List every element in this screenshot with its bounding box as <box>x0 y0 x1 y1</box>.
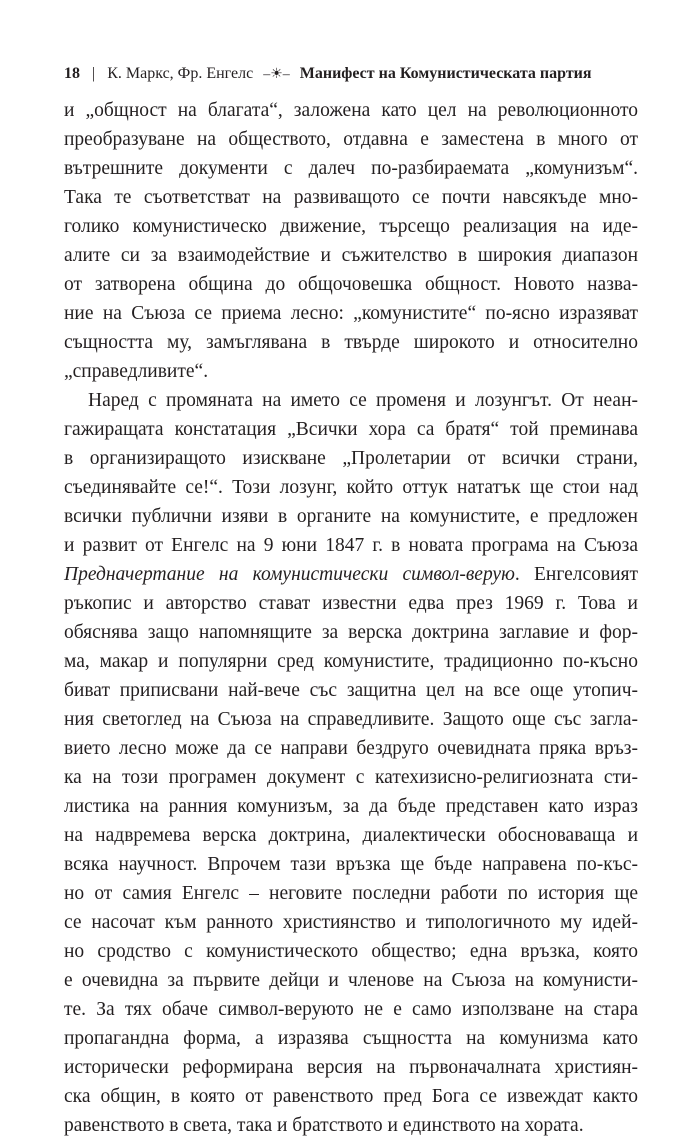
text-line: ска общин, в която от равенството пред Бога се извеждат както <box>64 1086 638 1107</box>
paragraph-first-line: Наред с промяната на името се променя и лозунгът. От неан- <box>88 390 638 411</box>
text-line: от затворена община до общочовешка общност. Новото назва- <box>64 274 638 295</box>
text-line: и „общност на благата“, заложена като цел на революционното <box>64 100 638 121</box>
text-line: биват приписвани най-вече със защитна цел на все още утопич- <box>64 680 638 701</box>
italic-work-title: Предначертание на комунистически символ-верую <box>64 564 515 585</box>
text-line: всички публични изяви в органите на комунистите, е предложен <box>64 506 638 527</box>
header-book-title: Манифест на Комунистическата партия <box>299 65 592 82</box>
sun-ornament-icon: –☀– <box>263 67 290 82</box>
text-line: голико комунистическо движение, търсещо реализация на иде- <box>64 216 638 237</box>
text-line: но сродство с комунистическото общество; една връзка, която <box>64 941 638 962</box>
text-line: вието лесно може да се направи бездруго очевидната пряка връз- <box>64 738 638 759</box>
running-header <box>64 64 644 85</box>
text-line: обяснява защо напомнящите за верска доктрина заглавие и фор- <box>64 622 638 643</box>
text-line: равенството в света, така и братството и единството на хората. <box>64 1115 584 1136</box>
text-line: всяка научност. Впрочем тази връзка ще бъде направена по-къс- <box>64 854 638 875</box>
text-line: преобразуване на обществото, отдавна е заместена в много от <box>64 129 638 150</box>
text-line: ние на Съюза се приема лесно: „комунистите“ по-ясно изразяват <box>64 303 638 324</box>
text-line: същността му, замъглявана в твърде широкото и относително <box>64 332 638 353</box>
text-line: и развит от Енгелс на 9 юни 1847 г. в новата програма на Съюза <box>64 535 638 556</box>
text-line: ка на този програмен документ с катехизисно-религиозната сти- <box>64 767 638 788</box>
text-line: Така те съответстват на развиващото се почти навсякъде мно- <box>64 187 638 208</box>
text-line: но от самия Енгелс – неговите последни работи по история ще <box>64 883 638 904</box>
text-line: съединявайте се!“. Този лозунг, който оттук нататък ще стои над <box>64 477 638 498</box>
text-line: в организиращото изискване „Пролетарии от всички страни, <box>64 448 638 469</box>
page-number: 18 <box>64 65 80 82</box>
text-line: пропагандна форма, а изразява същността на комунизма като <box>64 1028 638 1049</box>
text-line: исторически реформирана версия на първоначалната християн- <box>64 1057 638 1078</box>
text-line: на надвремева верска доктрина, диалектически обосноваваща и <box>64 825 638 846</box>
header-separator: | <box>92 65 96 82</box>
main-text <box>64 96 638 1140</box>
text-line: вътрешните документи с далеч по-разбираемата „комунизъм“. <box>64 158 638 179</box>
text-line: алите си за взаимодействие и съжителство в широкия диапазон <box>64 245 638 266</box>
text-line: листика на ранния комунизъм, за да бъде представен като израз <box>64 796 638 817</box>
text-line <box>64 560 638 589</box>
text-line: е очевидна за първите дейци и членове на Съюза на комунисти- <box>64 970 638 991</box>
text-line: се насочат към ранното християнство и типологичното му идей- <box>64 912 638 933</box>
text-line: ния светоглед на Съюза на справедливите. Защото още със загла- <box>64 709 638 730</box>
text-line: те. За тях обаче символ-веруюто не е само използване на стара <box>64 999 638 1020</box>
text-line: „справедливите“. <box>64 361 209 382</box>
header-authors: К. Маркс, Фр. Енгелс <box>107 65 254 82</box>
text-fragment: . Енгелсовият <box>514 564 639 585</box>
text-line: гажиращата констатация „Всички хора са братя“ той преминава <box>64 419 638 440</box>
text-line: ма, макар и популярни сред комунистите, традиционно по-късно <box>64 651 638 672</box>
text-line: ръкопис и авторство стават известни едва през 1969 г. Това и <box>64 593 638 614</box>
